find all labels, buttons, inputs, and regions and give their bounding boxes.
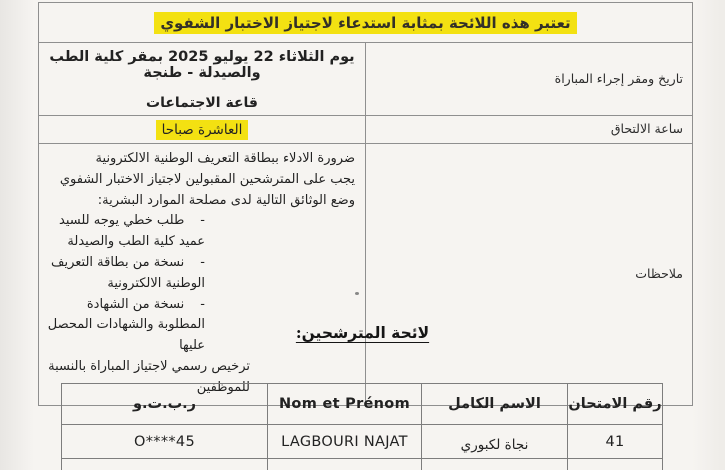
note-line-1: ضرورة الادلاء ببطاقة التعريف الوطنية الالكترونية <box>95 151 355 166</box>
exam-date-venue-text: يوم الثلاثاء 22 يوليو 2025 بمقر كلية الطب والصيدلة - طنجة <box>49 49 355 81</box>
join-hour-cell <box>39 116 366 144</box>
header-national-id: ر.ب.ت.و <box>62 384 268 425</box>
note-bullet-3-text: نسخة من الشهادة المطلوبة والشهادات المحصل عليها <box>47 296 205 354</box>
label-date-venue: تاريخ ومقر إجراء المباراة <box>366 43 693 116</box>
note-bullet-2-text: نسخة من بطاقة التعريف الوطنية الالكترونية <box>51 254 205 291</box>
header-exam-number: رقم الامتحان <box>568 384 663 425</box>
label-join-hour: ساعة الالتحاق <box>366 116 693 144</box>
note-bullet-1 <box>45 211 355 253</box>
candidate-row <box>62 425 663 459</box>
notes-row <box>39 144 693 406</box>
note-line-2: يجب على المترشحين المقبولين لاجتياز الاختبار الشفوي وضع الوثائق التالية لدى مصلحة الموارد البشرية: <box>59 171 355 208</box>
banner-cell <box>39 3 693 43</box>
exam-info-table <box>38 2 693 406</box>
date-venue-row <box>39 43 693 116</box>
join-hour-highlighted-text: العاشرة صباحا <box>156 120 249 140</box>
note-bullet-1-text: طلب خطي يوجه للسيد عميد كلية الطب والصيدلة <box>59 213 205 250</box>
note-bullet-2 <box>45 253 355 295</box>
candidate-full-name-arabic: نجاة لكبوري <box>422 425 568 459</box>
header-full-name-french: Nom et Prénom <box>268 384 422 425</box>
candidate-national-id: O****45 <box>62 425 268 459</box>
candidates-section-title-text: لائحة المترشحين: <box>295 323 430 342</box>
note-footer: ترخيص رسمي لاجتياز المباراة بالنسبة للموظفين <box>48 358 250 395</box>
candidate-full-name-french: LAGBOURI NAJAT <box>268 425 422 459</box>
exam-room-text: قاعة الاجتماعات <box>146 95 258 111</box>
candidate-exam-number: 41 <box>568 425 663 459</box>
empty-cell <box>422 459 568 470</box>
empty-cell <box>568 459 663 470</box>
candidate-row-partial <box>62 459 663 470</box>
candidates-section-title <box>0 323 725 342</box>
banner-highlighted-text: تعتبر هذه اللائحة بمثابة استدعاء لاجتياز الاختبار الشفوي <box>154 12 576 34</box>
banner-row <box>39 3 693 43</box>
notes-cell <box>39 144 366 406</box>
empty-cell <box>268 459 422 470</box>
candidates-header-row <box>62 384 663 425</box>
header-full-name-arabic: الاسم الكامل <box>422 384 568 425</box>
scan-artifact-speck <box>355 292 359 295</box>
label-notes: ملاحظات <box>366 144 693 406</box>
empty-cell <box>62 459 268 470</box>
candidates-table <box>61 383 663 470</box>
date-venue-cell <box>39 43 366 116</box>
join-hour-row <box>39 116 693 144</box>
